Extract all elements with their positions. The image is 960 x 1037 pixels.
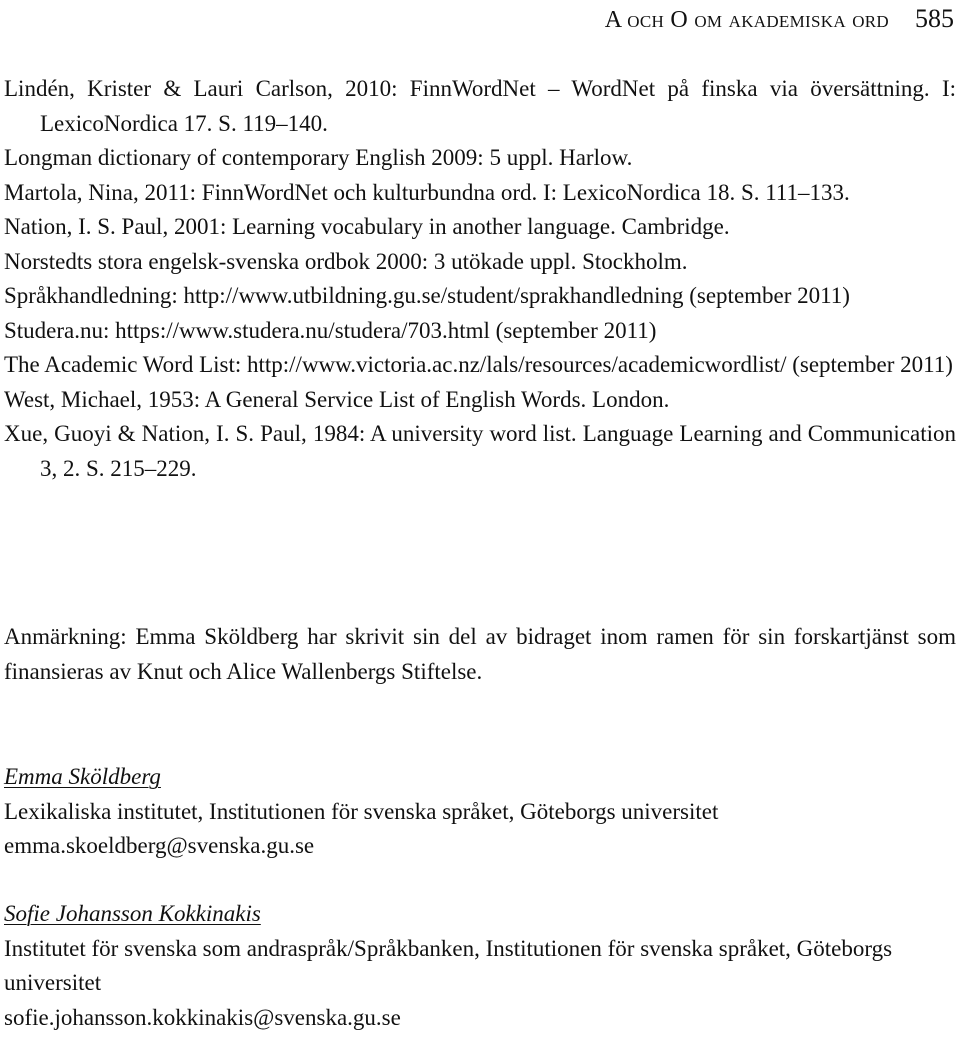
reference-list — [4, 72, 956, 486]
running-title: A och O om akademiska ord — [604, 7, 889, 33]
reference-item: Studera.nu: https://www.studera.nu/studera/703.html (september 2011) — [4, 317, 657, 343]
reference-item: West, Michael, 1953: A General Service List of English Words. London. — [4, 386, 670, 412]
reference-item: Norstedts stora engelsk-svenska ordbok 2000: 3 utökade uppl. Stockholm. — [4, 248, 688, 274]
acknowledgement-note: Anmärkning: Emma Sköldberg har skrivit sin del av bidraget inom ramen för sin forskartjänst som finansieras av Knut och Alice Wallenbergs Stiftelse. — [4, 624, 956, 684]
author-email: emma.skoeldberg@svenska.gu.se — [4, 833, 315, 858]
reference-item: Xue, Guoyi & Nation, I. S. Paul, 1984: A university word list. Language Learning and Communication 3, 2. S. 215–229. — [4, 421, 956, 481]
author-affiliation: Lexikaliska institutet, Institutionen för svenska språket, Göteborgs universitet — [4, 798, 719, 824]
author-name: Emma Sköldberg — [4, 764, 161, 789]
author-email: sofie.johansson.kokkinakis@svenska.gu.se — [4, 1004, 401, 1030]
author-block — [4, 760, 956, 864]
reference-item: Longman dictionary of contemporary English 2009: 5 uppl. Harlow. — [4, 145, 633, 170]
author-affiliation: Institutet för svenska som andraspråk/Språkbanken, Institutionen för svenska språket, Göteborgs universitet — [4, 935, 893, 995]
running-head — [605, 4, 954, 34]
reference-item: The Academic Word List: http://www.victoria.ac.nz/lals/resources/academicwordlist/ (september 2011) — [4, 352, 953, 377]
author-block — [4, 897, 956, 1035]
page-number: 585 — [915, 4, 954, 33]
reference-item: Lindén, Krister & Lauri Carlson, 2010: FinnWordNet – WordNet på finska via översättning. I: LexicoNordica 17. S. 119–140. — [4, 76, 956, 136]
author-name: Sofie Johansson Kokkinakis — [4, 901, 261, 926]
reference-item: Språkhandledning: http://www.utbildning.gu.se/student/sprakhandledning (september 2011) — [4, 283, 850, 308]
reference-item: Nation, I. S. Paul, 2001: Learning vocabulary in another language. Cambridge. — [4, 214, 730, 239]
reference-item: Martola, Nina, 2011: FinnWordNet och kulturbundna ord. I: LexicoNordica 18. S. 111–133. — [4, 179, 850, 205]
